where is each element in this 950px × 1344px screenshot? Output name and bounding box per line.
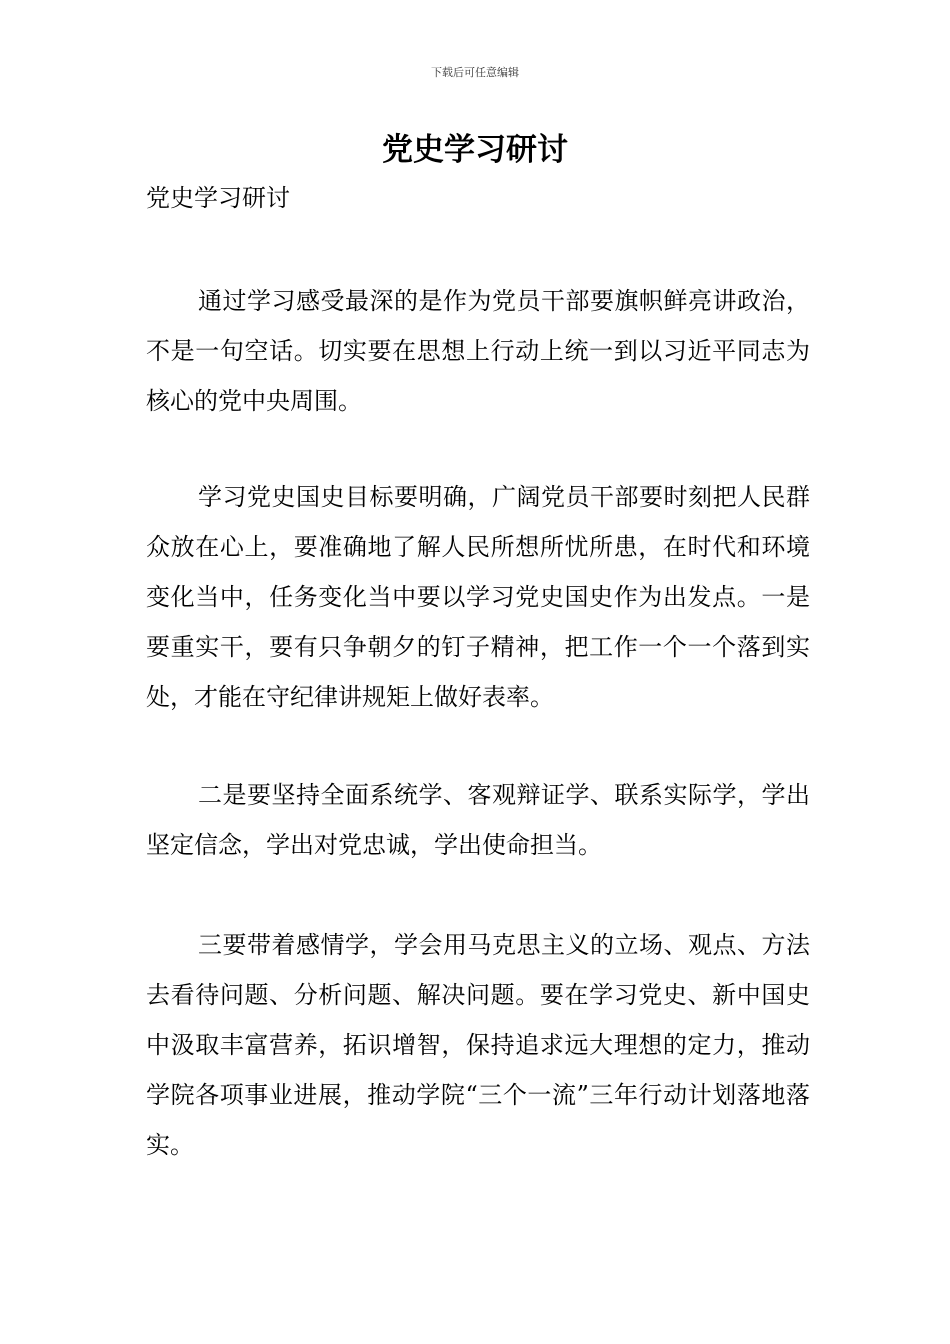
document-subtitle: 党史学习研讨 (146, 184, 290, 212)
paragraph-4: 三要带着感情学，学会用马克思主义的立场、观点、方法去看待问题、分析问题、解决问题。要在学习党史、新中国史中汲取丰富营养，拓识增智，保持追求远大理想的定力，推动学院各项事业进展，推动学院“三个一流”三年行动计划落地落实。 (146, 931, 810, 1159)
paragraph-3: 二是要坚持全面系统学、客观辩证学、联系实际学，学出坚定信念，学出对党忠诚，学出使命担当。 (146, 781, 810, 859)
header-note: 下载后可任意编辑 (431, 66, 519, 79)
document-title: 党史学习研讨 (382, 132, 568, 168)
paragraph-1: 通过学习感受最深的是作为党员干部要旗帜鲜亮讲政治，不是一句空话。切实要在思想上行动上统一到以习近平同志为核心的党中央周围。 (146, 287, 810, 415)
paragraph-2: 学习党史国史目标要明确，广阔党员干部要时刻把人民群众放在心上，要准确地了解人民所想所忧所患，在时代和环境变化当中，任务变化当中要以学习党史国史作为出发点。一是要重实干，要有只争朝夕的钉子精神，把工作一个一个落到实处，才能在守纪律讲规矩上做好表率。 (146, 483, 810, 711)
